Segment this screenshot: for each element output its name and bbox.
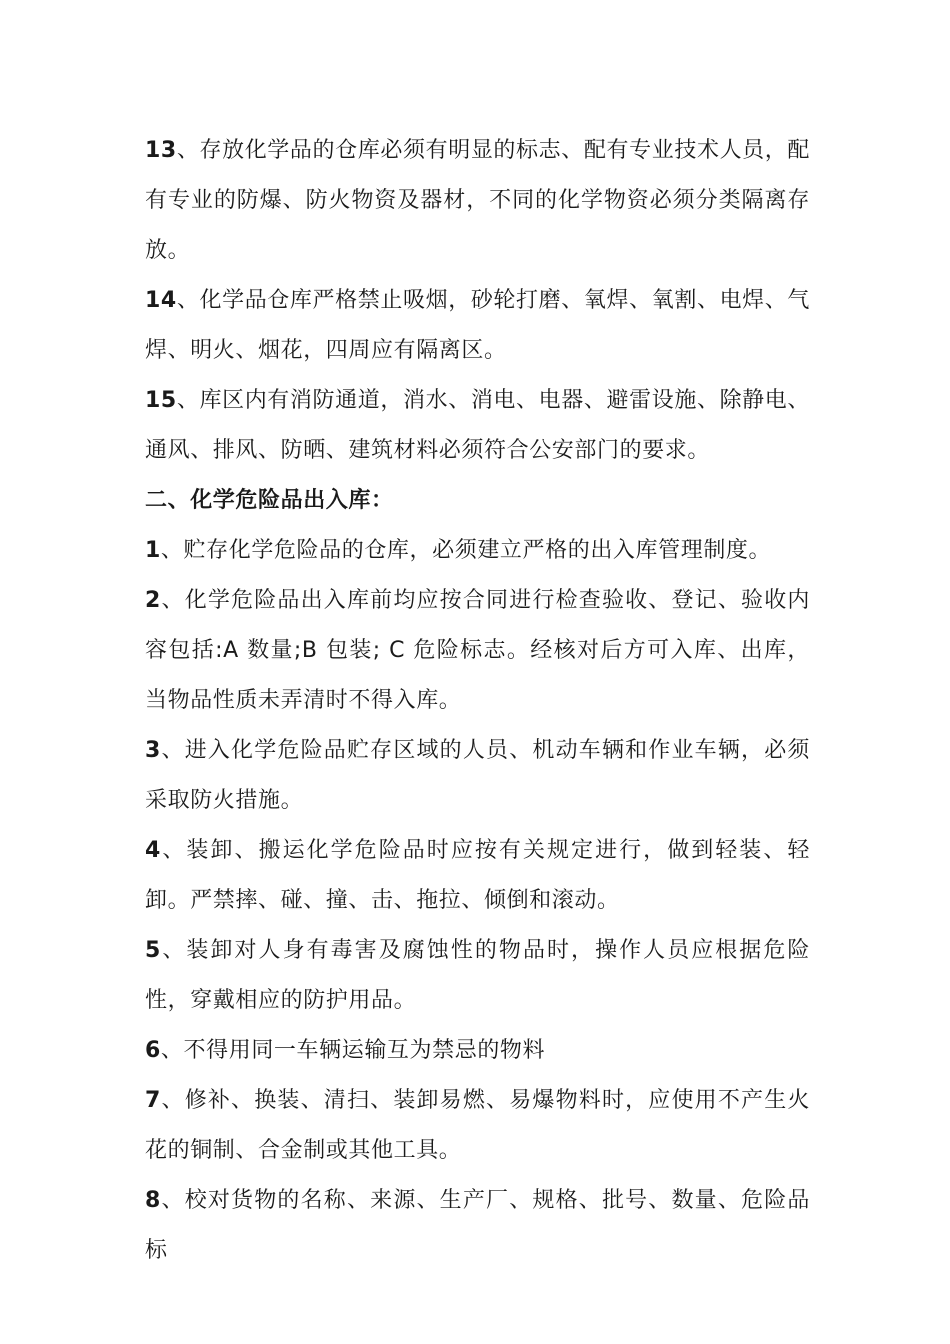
item-separator: 、 [160,938,187,963]
list-item [145,526,810,576]
item-separator: 、 [176,288,200,313]
section-heading: 二、化学危险品出入库： [145,488,394,513]
list-item [145,1076,810,1176]
item-text: 修补、换装、清扫、装卸易燃、易爆物料时，应使用不产生火花的铜制、合金制或其他工具。 [145,1088,810,1163]
item-text: 存放化学品的仓库必须有明显的标志、配有专业技术人员，配有专业的防爆、防火物资及器材，不同的化学物资必须分类隔离存放。 [145,138,811,263]
item-text: 不得用同一车辆运输互为禁忌的物料 [183,1038,546,1063]
item-text: 化学品仓库严格禁止吸烟，砂轮打磨、氧焊、氧割、电焊、气焊、明火、烟花，四周应有隔离区。 [145,288,811,363]
item-separator: 、 [160,1088,185,1113]
item-text: 进入化学危险品贮存区域的人员、机动车辆和作业车辆，必须采取防火措施。 [145,738,810,813]
item-text: 库区内有消防通道，消水、消电、电器、避雷设施、除静电、通风、排风、防晒、建筑材料必须符合公安部门的要求。 [145,388,811,463]
item-number: 14 [145,288,177,313]
item-number: 6 [145,1038,161,1063]
item-text: 贮存化学危险品的仓库，必须建立严格的出入库管理制度。 [183,538,772,563]
item-separator: 、 [176,388,200,413]
list-item [145,276,810,376]
item-separator: 、 [160,738,185,763]
item-text: 装卸、搬运化学危险品时应按有关规定进行，做到轻装、轻卸。严禁摔、碰、撞、击、拖拉、倾倒和滚动。 [145,838,810,913]
item-separator: 、 [160,538,184,563]
list-item [145,576,810,726]
item-separator: 、 [176,138,200,163]
item-text: 化学危险品出入库前均应按合同进行检查验收、登记、验收内容包括:A 数量;B 包装; C 危险标志。经核对后方可入库、出库，当物品性质未弄清时不得入库。 [145,588,810,713]
list-item [145,926,810,1026]
item-separator: 、 [160,1038,184,1063]
list-item [145,126,810,276]
list-item [145,1176,810,1276]
item-number: 5 [145,938,161,963]
item-number: 4 [145,838,161,863]
item-number: 3 [145,738,161,763]
list-item [145,1026,810,1076]
item-number: 7 [145,1088,161,1113]
item-text: 装卸对人身有毒害及腐蚀性的物品时，操作人员应根据危险性，穿戴相应的防护用品。 [145,938,810,1013]
item-separator: 、 [160,1188,185,1213]
item-separator: 、 [160,588,185,613]
item-text: 校对货物的名称、来源、生产厂、规格、批号、数量、危险品标 [145,1188,810,1263]
item-number: 8 [145,1188,161,1213]
item-separator: 、 [160,838,187,863]
list-item [145,376,810,476]
item-number: 1 [145,538,161,563]
item-number: 13 [145,138,177,163]
item-number: 2 [145,588,161,613]
document-body [145,126,810,1276]
list-item [145,726,810,826]
list-item [145,826,810,926]
item-number: 15 [145,388,177,413]
